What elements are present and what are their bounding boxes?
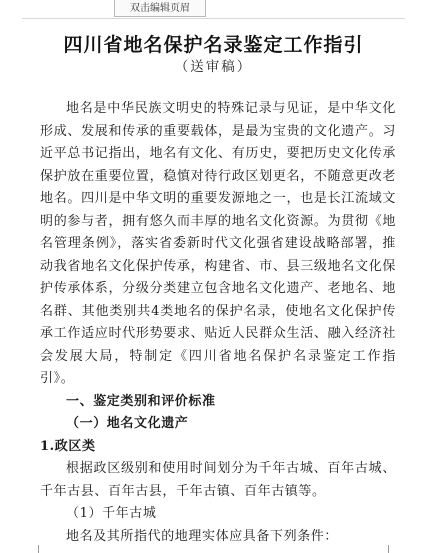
header-divider [22,18,405,19]
document-subtitle: （送审稿） [174,59,253,75]
page-corner-mark-right [388,545,397,553]
edit-header-button[interactable]: 双击编辑页眉 [114,0,206,17]
document-body [40,98,396,548]
intro-paragraph: 地名是中华民族文明史的特殊记录与见证，是中华文化形成、发展和传承的重要载体，是最为宝贵的文化遗产。习近平总书记指出，地名有文化、有历史，要把历史文化传承保护放在重要位置，稳慎对待行政区划更名，不随意更改老地名。四川是中华文明的重要发源地之一，也是长江流域文明的参与者，拥有悠久而丰厚的地名文化资源。为贯彻《地名管理条例》，落实省委新时代文化强省建设战略部署，推动我省地名文化保护传承，构建省、市、县三级地名文化保护传承体系，分级分类建立包含地名文化遗产、老地名、地名群、其他类别共4类地名的保护名录，使地名文化保护传承工作适应时代形势要求、贴近人民群众生活、融入经济社会发展大局，特制定《四川省地名保护名录鉴定工作指引》。 [40,101,396,386]
category-heading: 1.政区类 [40,438,96,454]
category-paragraph: 根据政区级别和使用时间划分为千年古城、百年古城、千年古县、百年古县，千年古镇、百年古镇等。 [40,461,396,499]
page-corner-mark-left [30,545,39,553]
subsection-heading: （一）地名文化遗产 [66,416,189,431]
conditions-paragraph: 地名及其所指代的地理实体应具备下列条件： [66,528,339,544]
document-title: 四川省地名保护名录鉴定工作指引 [63,34,364,56]
section-heading: 一、鉴定类别和评价标准 [66,393,216,409]
item-heading: （1）千年古城 [66,506,157,521]
